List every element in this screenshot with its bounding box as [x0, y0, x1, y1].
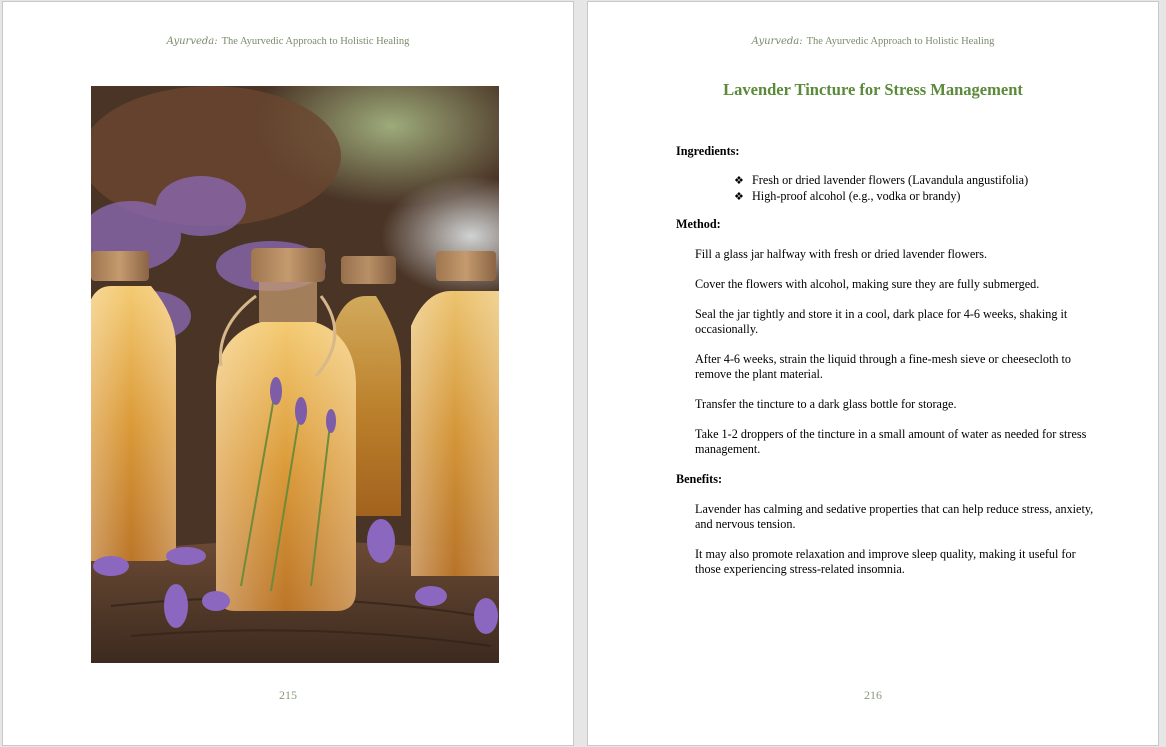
benefit-paragraph: Lavender has calming and sedative properties that can help reduce stress, anxiety, and nervous tension. [695, 502, 1094, 531]
method-step: Cover the flowers with alcohol, making sure they are fully submerged. [695, 277, 1040, 291]
method-heading: Method: [676, 217, 721, 231]
list-item [734, 173, 1096, 189]
page-number: 216 [864, 688, 882, 702]
left-page [2, 1, 574, 746]
header-title: The Ayurvedic Approach to Holistic Healing [221, 36, 410, 47]
recipe-content [676, 144, 1096, 577]
list-item [734, 189, 1096, 205]
ingredient-text: High-proof alcohol (e.g., vodka or brandy) [752, 189, 961, 203]
method-step: After 4-6 weeks, strain the liquid through a fine-mesh sieve or cheesecloth to remove the plant material. [695, 352, 1072, 381]
ingredients-list [734, 173, 1096, 205]
header-title: The Ayurvedic Approach to Holistic Healing [806, 36, 995, 47]
running-header [3, 36, 573, 47]
benefits-heading: Benefits: [676, 472, 723, 486]
method-step: Transfer the tincture to a dark glass bottle for storage. [695, 397, 957, 411]
header-script-text: Ayurveda: [166, 36, 218, 47]
method-step: Seal the jar tightly and store it in a cool, dark place for 4-6 weeks, shaking it occasionally. [695, 307, 1068, 336]
page-title: Lavender Tincture for Stress Management [723, 80, 1023, 99]
lavender-tincture-photo [91, 86, 499, 663]
ingredients-heading: Ingredients: [676, 144, 740, 158]
method-step: Take 1-2 droppers of the tincture in a small amount of water as needed for stress management. [695, 427, 1087, 456]
benefit-paragraph: It may also promote relaxation and improve sleep quality, making it useful for those experiencing stress-related insomnia. [695, 547, 1076, 576]
diamond-bullet-icon: ❖ [734, 191, 744, 203]
page-number: 215 [279, 688, 297, 702]
right-page [587, 1, 1159, 746]
header-script-text: Ayurveda: [751, 36, 803, 47]
diamond-bullet-icon: ❖ [734, 175, 744, 187]
method-step: Fill a glass jar halfway with fresh or dried lavender flowers. [695, 247, 988, 261]
running-header [588, 36, 1158, 47]
ingredient-text: Fresh or dried lavender flowers (Lavandula angustifolia) [752, 173, 1029, 187]
